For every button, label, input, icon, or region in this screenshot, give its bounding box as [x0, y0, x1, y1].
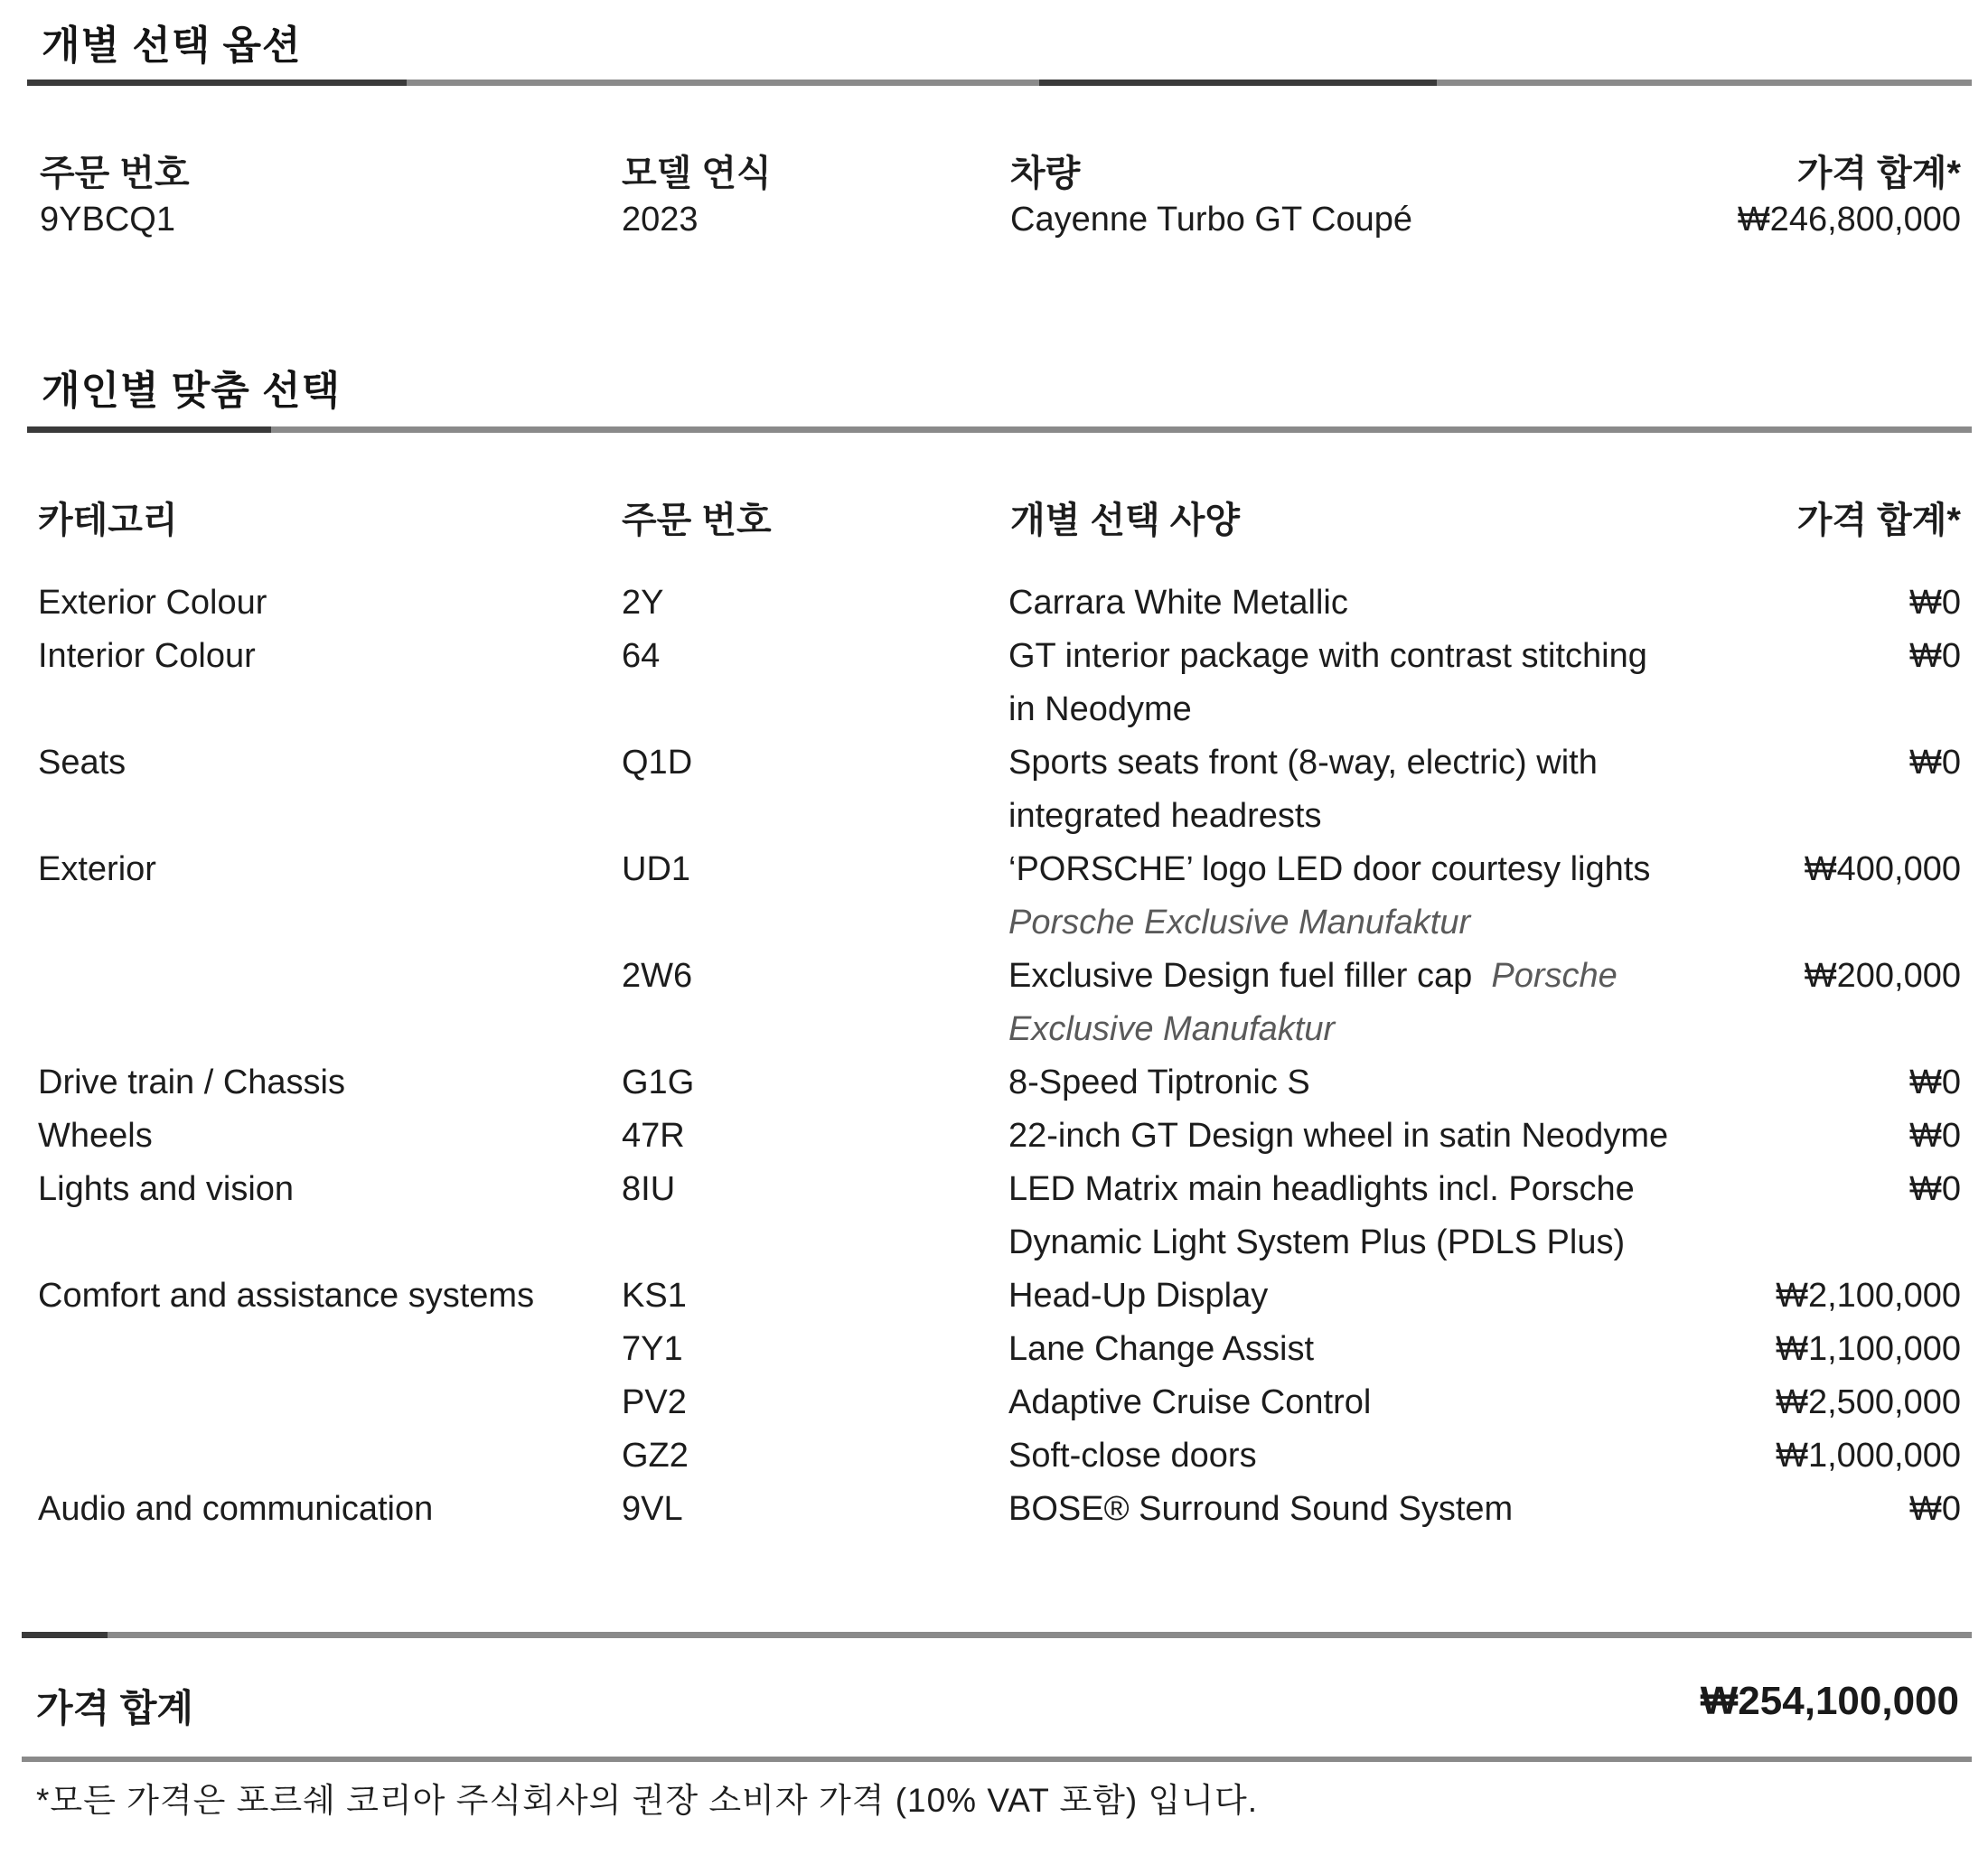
row-price: ₩0	[1909, 744, 1961, 782]
total-label: 가격 합계	[36, 1687, 193, 1729]
row-desc: 8-Speed Tiptronic S	[1008, 1063, 1310, 1101]
vehicle-name: Cayenne Turbo GT Coupé	[1010, 201, 1413, 239]
footnote: *모든 가격은 포르쉐 코리아 주식회사의 권장 소비자 가격 (10% VAT 포함) 입니다.	[36, 1782, 1259, 1819]
row-category: Drive train / Chassis	[38, 1063, 345, 1101]
row-category: Seats	[38, 744, 127, 782]
header-total-price: 가격 합계*	[1796, 501, 1961, 540]
row-code: 47R	[622, 1117, 685, 1155]
header-order-number: 주문 번호	[40, 154, 190, 193]
row-desc: BOSE® Surround Sound System	[1008, 1490, 1514, 1528]
row-price: ₩0	[1909, 1170, 1961, 1208]
row-price: ₩0	[1909, 1117, 1961, 1155]
row-note: Porsche Exclusive Manufaktur	[1008, 957, 1618, 1048]
row-code: GZ2	[622, 1437, 689, 1475]
row-code: 2W6	[622, 957, 693, 995]
row-code: 8IU	[622, 1170, 676, 1208]
row-desc: Lane Change Assist	[1008, 1330, 1315, 1368]
row-desc: GT interior package with contrast stitching in Neodyme	[1008, 637, 1647, 728]
footer-divider	[22, 1757, 1972, 1762]
row-code: PV2	[622, 1383, 687, 1421]
row-price: ₩200,000	[1804, 957, 1961, 995]
options-header-row	[0, 492, 1988, 546]
summary-value-row	[0, 201, 1988, 255]
row-category: Exterior Colour	[38, 584, 267, 622]
row-price: ₩2,500,000	[1776, 1383, 1961, 1421]
total-value: ₩254,100,000	[1700, 1679, 1959, 1723]
section-title-options: 개별 선택 옵션	[42, 23, 302, 68]
row-desc: Soft-close doors	[1008, 1437, 1257, 1475]
row-code: KS1	[622, 1277, 687, 1315]
row-desc: LED Matrix main headlights incl. Porsche Dynamic Light System Plus (PDLS Plus)	[1008, 1170, 1635, 1261]
header-order-number: 주문 번호	[622, 501, 772, 540]
row-note: Porsche Exclusive Manufaktur	[1008, 904, 1471, 942]
row-category: Interior Colour	[38, 637, 256, 675]
row-desc: 22-inch GT Design wheel in satin Neodyme	[1008, 1117, 1669, 1155]
row-code: 64	[622, 637, 661, 675]
row-price: ₩0	[1909, 1490, 1961, 1528]
header-category: 카테고리	[38, 501, 178, 540]
total-divider	[22, 1632, 1972, 1638]
order-number: 9YBCQ1	[40, 201, 175, 239]
row-category: Lights and vision	[38, 1170, 295, 1208]
summary-header-row	[0, 145, 1988, 199]
row-desc: Head-Up Display	[1008, 1277, 1269, 1315]
row-price: ₩0	[1909, 584, 1961, 622]
row-code: UD1	[622, 850, 691, 888]
row-code: Q1D	[622, 744, 693, 782]
row-code: G1G	[622, 1063, 695, 1101]
row-desc: Carrara White Metallic	[1008, 584, 1348, 622]
row-category: Exterior	[38, 850, 156, 888]
model-year: 2023	[622, 201, 699, 239]
row-code: 7Y1	[622, 1330, 683, 1368]
row-code: 9VL	[622, 1490, 683, 1528]
header-vehicle: 차량	[1010, 154, 1081, 193]
row-desc: ‘PORSCHE’ logo LED door courtesy lights Porsche Exclusive Manufaktur	[1008, 850, 1651, 942]
header-option: 개별 선택 사양	[1010, 501, 1241, 540]
row-desc: Sports seats front (8-way, electric) with integrated headrests	[1008, 744, 1598, 835]
section-title-personalization: 개인별 맞춤 선택	[42, 369, 341, 413]
row-price: ₩0	[1909, 1063, 1961, 1101]
vehicle-price: ₩246,800,000	[1737, 201, 1961, 239]
row-desc: Exclusive Design fuel filler cap Porsche Exclusive Manufaktur	[1008, 957, 1618, 1048]
row-category: Wheels	[38, 1117, 153, 1155]
section-divider	[27, 80, 1972, 86]
header-model-year: 모델 연식	[622, 154, 772, 193]
row-price: ₩400,000	[1804, 850, 1961, 888]
section-divider	[27, 426, 1972, 433]
row-desc: Adaptive Cruise Control	[1008, 1383, 1372, 1421]
row-code: 2Y	[622, 584, 664, 622]
row-category: Audio and communication	[38, 1490, 434, 1528]
row-category: Comfort and assistance systems	[38, 1277, 535, 1315]
row-price: ₩1,000,000	[1776, 1437, 1961, 1475]
row-price: ₩0	[1909, 637, 1961, 675]
row-price: ₩1,100,000	[1776, 1330, 1961, 1368]
header-total-price: 가격 합계*	[1796, 154, 1961, 193]
row-price: ₩2,100,000	[1776, 1277, 1961, 1315]
